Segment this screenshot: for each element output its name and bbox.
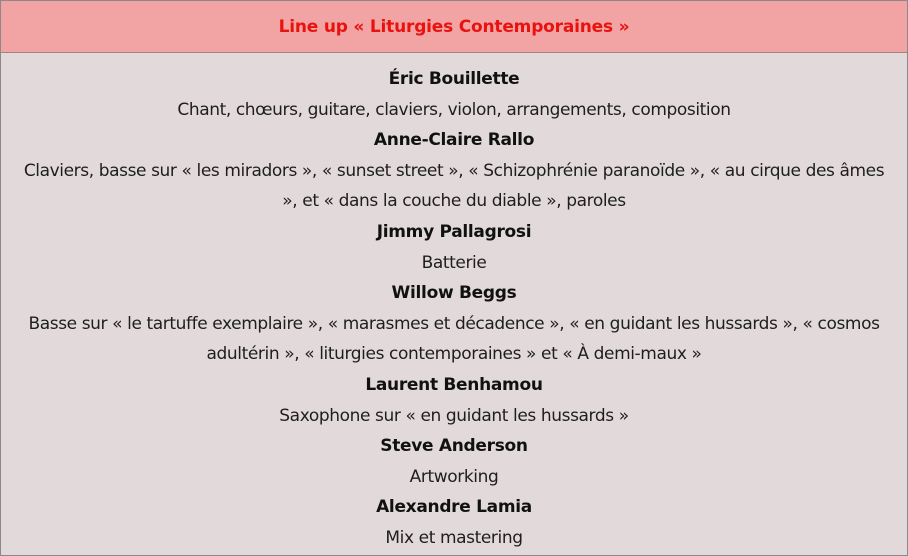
lineup-title: Line up « Liturgies Contemporaines » — [278, 16, 630, 37]
lineup-list — [1, 53, 907, 554]
member-entry — [1, 217, 907, 278]
member-role: Artworking — [409, 466, 499, 487]
member-name: Anne-Claire Rallo — [373, 130, 535, 151]
member-role: Batterie — [421, 252, 487, 273]
member-entry — [1, 278, 907, 370]
member-entry — [1, 431, 907, 492]
member-role: Chant, chœurs, guitare, claviers, violon, arrangements, composition — [177, 99, 731, 120]
member-name: Jimmy Pallagrosi — [376, 221, 532, 242]
member-entry — [1, 370, 907, 431]
member-entry — [1, 64, 907, 125]
member-role: Basse sur « le tartuffe exemplaire », « marasmes et décadence », « en guidant les hussards », « cosmos adultérin », « liturgies contemporaines » et « À demi-maux » — [28, 313, 880, 365]
member-name: Willow Beggs — [391, 283, 517, 304]
member-name: Alexandre Lamia — [376, 497, 532, 518]
member-entry — [1, 125, 907, 217]
member-name: Éric Bouillette — [388, 69, 520, 89]
member-name: Laurent Benhamou — [365, 374, 543, 395]
member-role: Saxophone sur « en guidant les hussards » — [279, 405, 629, 426]
lineup-header — [1, 1, 907, 53]
member-name: Steve Anderson — [380, 436, 528, 457]
member-role: Mix et mastering — [385, 527, 523, 548]
member-entry — [1, 492, 907, 553]
member-role: Claviers, basse sur « les miradors », « sunset street », « Schizophrénie paranoïde », « au cirque des âmes », et « dans la couche du diable », paroles — [23, 160, 885, 212]
